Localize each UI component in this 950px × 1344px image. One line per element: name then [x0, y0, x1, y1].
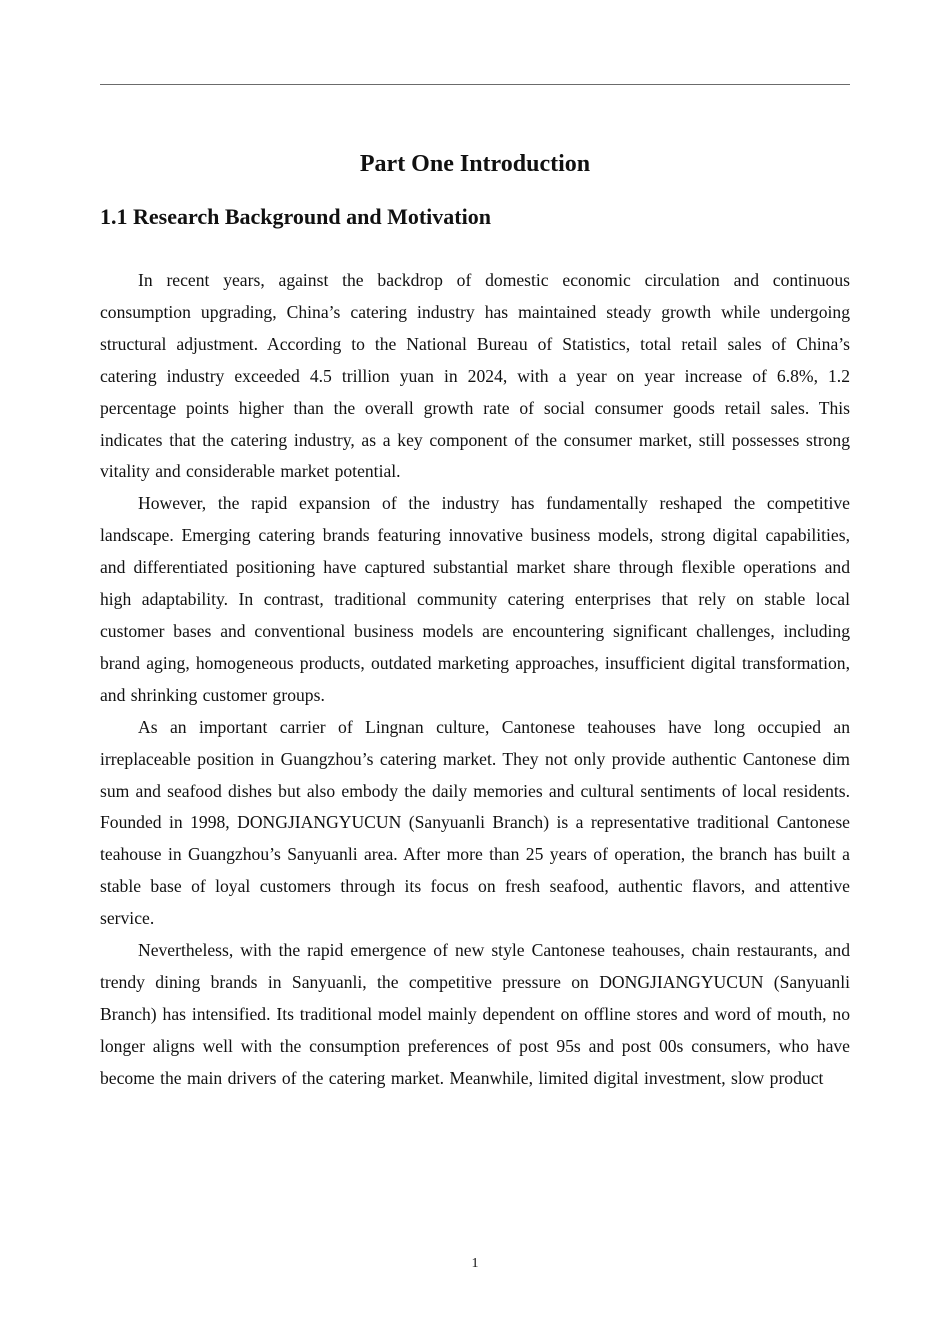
paragraph-4: Nevertheless, with the rapid emergence of new style Cantonese teahouses, chain restaurants, and trendy dining brands in Sanyuanli, the competitive pressure on DONGJIANGYUCUN (Sanyuanli Branch) has intensified. Its traditional model mainly dependent on offline stores and word of mouth, no longer aligns well with the consumption preferences of post 95s and post 00s consumers, who have become the main drivers of the catering market. Meanwhile, limited digital investment, slow product [100, 940, 850, 1088]
section-heading: 1.1 Research Background and Motivation [100, 204, 491, 229]
paragraph-2: However, the rapid expansion of the industry has fundamentally reshaped the competitive landscape. Emerging catering brands featuring innovative business models, strong digital capabilities, and differentiated positioning have captured substantial market share through flexible operations and high adaptability. In contrast, traditional community catering enterprises that rely on stable local customer bases and conventional business models are encountering significant challenges, including brand aging, homogeneous products, outdated marketing approaches, insufficient digital transformation, and shrinking customer groups. [100, 493, 850, 705]
paragraph-3: As an important carrier of Lingnan culture, Cantonese teahouses have long occupied an irreplaceable position in Guangzhou’s catering market. They not only provide authentic Cantonese dim sum and seafood dishes but also embody the daily memories and cultural sentiments of local residents. Founded in 1998, DONGJIANGYUCUN (Sanyuanli Branch) is a representative traditional Cantonese teahouse in Guangzhou’s Sanyuanli area. After more than 25 years of operation, the branch has built a stable base of loyal customers through its focus on fresh seafood, authentic flavors, and attentive service. [100, 716, 850, 929]
part-title: Part One Introduction [359, 151, 591, 177]
page-number: 1 [471, 1256, 479, 1271]
header-rule [100, 84, 850, 85]
paragraph-1: In recent years, against the backdrop of domestic economic circulation and continuous consumption upgrading, China’s catering industry has maintained steady growth while undergoing structural adjustment. According to the National Bureau of Statistics, total retail sales of China’s catering industry exceeded 4.5 trillion yuan in 2024, with a year on year increase of 6.8%, 1.2 percentage points higher than the overall growth rate of social consumer goods retail sales. This indicates that the catering industry, as a key component of the consumer market, still possesses strong vitality and considerable market potential. [100, 270, 850, 482]
page-body [100, 140, 850, 1095]
